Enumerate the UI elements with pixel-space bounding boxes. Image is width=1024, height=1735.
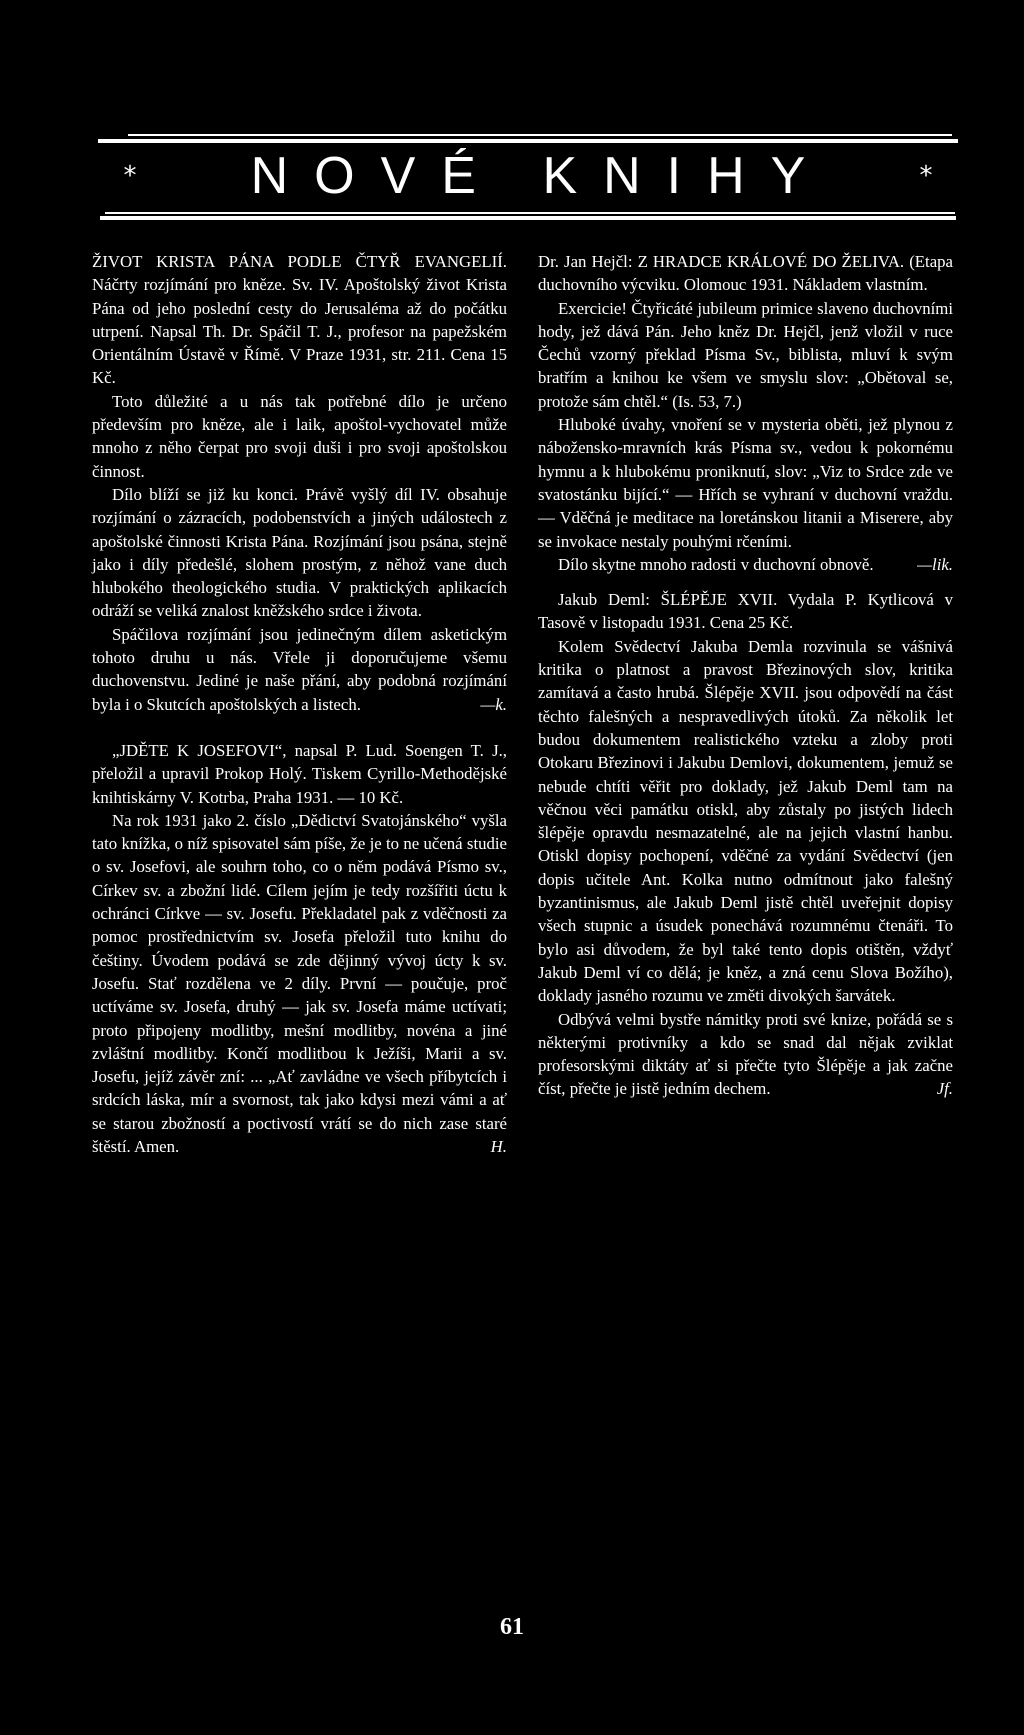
review-paragraph xyxy=(92,623,507,716)
review-paragraph: Hluboké úvahy, vnoření se v mysteria oběti, jež plynou z nábožensko-mravních krás Písma sv., vedou k pokornému hymnu a k hlubokému proniknutí, slov: „Viz to Srdce zde ve svatostánku bijící.“ — Hřích se vyhraní v duchovní vraždu. — Vděčná je meditace na loretánskou litanii a Miserere, aby se invokace nestaly pouhými rčeními. xyxy=(538,415,953,551)
review-book-details: Dr. Jan Hejčl: Z HRADCE KRÁLOVÉ DO ŽELIVA. (Etapa duchovního výcviku. Olomouc 1931. Nákladem vlastním. xyxy=(538,252,953,295)
review-book-title: ŽIVOT KRISTA PÁNA PODLE ČTYŘ EVANGELIÍ. xyxy=(92,252,507,271)
review-paragraph-text: Odbývá velmi bystře námitky proti své knize, pořádá se s některými protivníky a kdo se snad dal nějak zviklat profesorskými diktáty ať si přečte tyto Šlépěje a jak začne číst, přečte je jistě jedním dechem. xyxy=(538,1009,953,1099)
review-paragraph: Exercicie! Čtyřicáté jubileum primice slaveno duchovními hody, jež dává Pán. Jeho kněz Dr. Hejčl, jenž vložil v ruce Čechů vzorný překlad Písma Sv., biblista, mluví k svým bratřím a knihou ke všem ve smyslu slov: „Obětoval se, protože sám chtěl.“ (Is. 53, 7.) xyxy=(538,298,953,411)
section-heading xyxy=(100,140,956,212)
page-number: 61 xyxy=(500,1614,524,1640)
right-column xyxy=(538,250,953,1101)
spacer xyxy=(92,716,507,739)
section-title: NOVÉ KNIHY xyxy=(250,147,832,205)
review-signature: H. xyxy=(490,1136,507,1156)
left-column xyxy=(92,250,507,1158)
asterisk-icon-left: * xyxy=(123,161,137,191)
review-book-details: Náčrty rozjímání pro kněze. Sv. IV. Apoštolský život Krista Pána od jeho poslední cesty do Jerusaléma až do počátku utrpení. Napsal Th. Dr. Spáčil T. J., profesor na papežském Orientálním Ústavě v Římě. V Praze 1931, str. 211. Cena 15 Kč. xyxy=(92,275,507,388)
review-paragraph-text: Na rok 1931 jako 2. číslo „Dědictví Svatojánského“ vyšla tato knížka, o níž spisovatel sám píše, že je to ne učená studie o sv. Josefovi, ale souhrn toho, co o něm podává Písmo sv., Církev sv. a zbožní lidé. Cílem jejím je tedy rozšířiti úctu k ochránci Církve — sv. Josefu. Překladatel pak z vděčnosti za pomoc prostřednictvím sv. Josefa přeložil tuto knihu do češtiny. Úvodem podává se zde dějinný vývoj úcty k sv. Josefu. Stať rozdělena ve 2 díly. První — poučuje, proč uctíváme sv. Josefa, druhý — jak sv. Josefa máme uctívati; proto připojeny modlitby, mešní modlitby, novéna a jiné zvláštní modlitby. Končí modlitbou k Ježíši, Marii a sv. Josefu, jejíž závěr zní: ... „Ať zavládne ve všech příbytcích i srdcích láska, mír a svornost, tak jako kdysi mezi vámi a ať se starou zbožností a poctivostí vrátí se do nich zase staré štěstí. Amen. xyxy=(92,810,507,1156)
review-paragraph: Dílo blíží se již ku konci. Právě vyšlý díl IV. obsahuje rozjímání o zázracích, podobenstvích a jiných událostech z apoštolské činnosti Krista Pána. Rozjímání jsou psána, stejně jako i díly předešlé, slohem prostým, z něhož vane duch hlubokého theologického studia. V praktických aplikacích odráží se veliká znalost kněžského srdce i života. xyxy=(92,484,507,621)
spacer xyxy=(538,576,953,588)
review-signature: —lik. xyxy=(917,554,953,574)
header-rule-bottom-thin xyxy=(105,212,955,214)
review-paragraph: Kolem Svědectví Jakuba Demla rozvinula se vášnivá kritika o platnost a pravost Březinových slov, kritika zamítavá a často hrubá. Šlépěje XVII. jsou odpovědí na část těchto falešných a nespravedlivých útoků. Za několik let budou dokumentem realistického vzteku a zloby proti Otokaru Březinovi i Jakubu Demlovi, dokumentem, jemuž se nebude chtíti věřit pro doklady, jež Jakub Deml tam na věčnou věci památku otiskl, aby zůstaly po jistých lidech šlépěje opravdu nesmazatelné, ale na jejich vlastní hanbu. Otiskl dopisy pochopení, vděčné za vydání Svědectví (jen dopis učitele Ant. Kolka nutno odmítnout jako falešný byzantinismus, ale Jakub Deml jistě chtěl uveřejnit dopisy všech stupnic a úsudek ponechává rozumnému čtenáři. To bylo asi důvodem, že byl také tento dopis otištěn, vždyť Jakub Deml ví co dělá; je kněz, a zná cenu Slova Božího), doklady jasného rozumu ve změti divokých šarvátek. xyxy=(538,636,953,1006)
review-paragraph xyxy=(538,1008,953,1101)
review-paragraph-text: Spáčilova rozjímání jsou jedinečným dílem asketickým tohoto druhu u nás. Vřele ji doporučujeme všemu duchovenstvu. Jediné je naše přání, aby podobná rozjímání byla i o Skutcích apoštolských a listech. xyxy=(92,624,507,714)
header-rule-bottom-thick xyxy=(100,216,956,220)
review-entry xyxy=(92,250,507,390)
review-signature: —k. xyxy=(480,694,507,714)
review-paragraph: Toto důležité a u nás tak potřebné dílo je určeno především pro kněze, ale i laik, apoštol-vychovatel může mnoho z něho čerpat pro svoji duši i pro svoji apoštolskou činnost. xyxy=(92,391,507,481)
asterisk-icon-right: * xyxy=(919,161,933,191)
review-paragraph xyxy=(538,553,953,576)
review-signature: Jf. xyxy=(936,1079,953,1099)
header-rule-top-thin xyxy=(128,134,952,136)
review-paragraph-text: Dílo skytne mnoho radosti v duchovní obnově. xyxy=(558,554,874,574)
review-book-details: „JDĚTE K JOSEFOVI“, napsal P. Lud. Soengen T. J., přeložil a upravil Prokop Holý. Tiskem Cyrillo-Methodějské knihtiskárny V. Kotrba, Praha 1931. — 10 Kč. xyxy=(92,740,507,807)
review-book-details: Jakub Deml: ŠLÉPĚJE XVII. Vydala P. Kytlicová v Tasově v listopadu 1931. Cena 25 Kč. xyxy=(538,590,953,633)
review-paragraph xyxy=(92,809,507,1158)
